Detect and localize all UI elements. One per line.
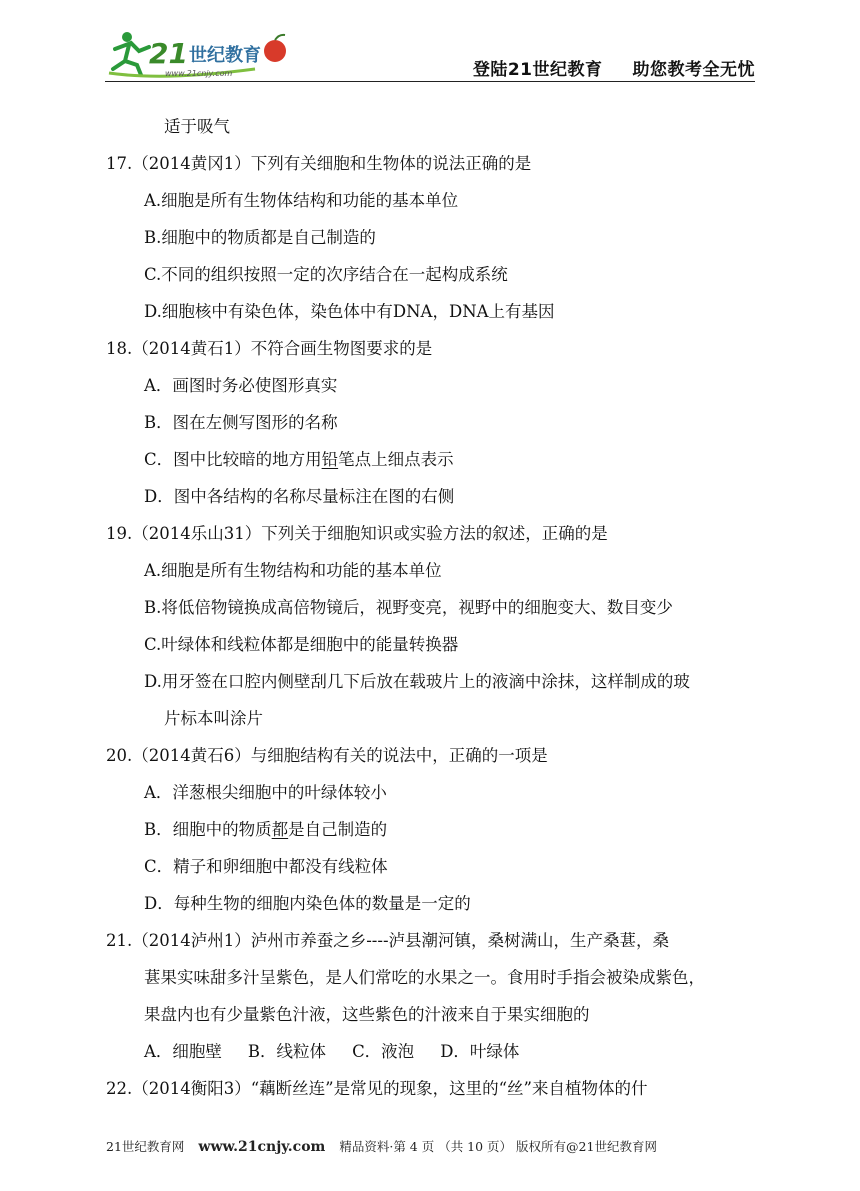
question-21-options <box>106 1033 766 1070</box>
option-20b <box>106 811 766 848</box>
option-20b-post: 是自己制造的 <box>288 820 388 839</box>
page-footer <box>106 1137 756 1155</box>
option-18d: D．图中各结构的名称尽量标注在图的右侧 <box>144 487 455 506</box>
footer-left: 21世纪教育网 <box>106 1139 185 1154</box>
footer-site-link[interactable]: www.21cnjy.com <box>198 1139 326 1155</box>
svg-text:世纪教育: 世纪教育 <box>189 45 261 66</box>
tagline-slogan: 助您教考全无忧 <box>632 60 755 80</box>
question-19: 19.（2014乐山31）下列关于细胞知识或实验方法的叙述，正确的是 <box>106 524 608 543</box>
question-20: 20.（2014黄石6）与细胞结构有关的说法中，正确的一项是 <box>106 746 548 765</box>
option-18c-post: 笔点上细点表示 <box>338 450 454 469</box>
option-17c: C.不同的组织按照一定的次序结合在一起构成系统 <box>144 265 508 284</box>
question-21-line3: 果盘内也有少量紫色汁液，这些紫色的汁液来自于果实细胞的 <box>144 1005 590 1024</box>
option-20a: A．洋葱根尖细胞中的叶绿体较小 <box>144 783 387 802</box>
continued-text: 适于吸气 <box>164 117 230 136</box>
option-18a: A．画图时务必使图形真实 <box>144 376 338 395</box>
header-tagline <box>473 55 755 80</box>
option-21c: C．液泡 <box>352 1042 415 1061</box>
svg-text:21: 21 <box>149 37 188 70</box>
footer-right: 精品资料·第 4 页 （共 10 页） 版权所有@21世纪教育网 <box>339 1139 657 1154</box>
option-20d: D．每种生物的细胞内染色体的数量是一定的 <box>144 894 471 913</box>
underlined-word: 铅 <box>321 450 339 469</box>
question-18: 18.（2014黄石1）不符合画生物图要求的是 <box>106 339 433 358</box>
option-17b: B.细胞中的物质都是自己制造的 <box>144 228 376 247</box>
underlined-word: 都 <box>271 820 289 839</box>
option-19a: A.细胞是所有生物结构和功能的基本单位 <box>144 561 442 580</box>
question-22: 22.（2014衡阳3）“藕断丝连”是常见的现象，这里的“丝”来自植物体的什 <box>106 1079 648 1098</box>
option-18b: B．图在左侧写图形的名称 <box>144 413 338 432</box>
option-20b-pre: B．细胞中的物质 <box>144 820 272 839</box>
document-body <box>106 108 766 1107</box>
option-21b: B．线粒体 <box>247 1042 327 1061</box>
option-17d: D.细胞核中有染色体，染色体中有DNA，DNA上有基因 <box>144 302 555 321</box>
site-logo <box>105 29 305 81</box>
option-21a: A．细胞壁 <box>144 1042 222 1061</box>
question-21: 21.（2014泸州1）泸州市养蚕之乡----泸县潮河镇，桑树满山，生产桑葚，桑 <box>106 931 670 950</box>
svg-text:www.21cnjy.com: www.21cnjy.com <box>165 69 233 78</box>
question-17: 17.（2014黄冈1）下列有关细胞和生物体的说法正确的是 <box>106 154 532 173</box>
option-21d: D．叶绿体 <box>440 1042 520 1061</box>
option-18c-pre: C．图中比较暗的地方用 <box>144 450 322 469</box>
question-21-line2: 葚果实味甜多汁呈紫色，是人们常吃的水果之一。食用时手指会被染成紫色， <box>144 968 705 987</box>
header-divider <box>105 81 755 82</box>
option-18c <box>106 441 766 478</box>
option-17a: A.细胞是所有生物体结构和功能的基本单位 <box>144 191 459 210</box>
option-20c: C．精子和卵细胞中都没有线粒体 <box>144 857 388 876</box>
option-19d: D.用牙签在口腔内侧壁刮几下后放在载玻片上的液滴中涂抹，这样制成的玻 <box>144 672 690 691</box>
option-19b: B.将低倍物镜换成高倍物镜后，视野变亮，视野中的细胞变大、数目变少 <box>144 598 673 617</box>
option-19d-continued: 片标本叫涂片 <box>164 709 263 728</box>
option-19c: C.叶绿体和线粒体都是细胞中的能量转换器 <box>144 635 459 654</box>
page-header <box>105 25 755 85</box>
tagline-login: 登陆21世纪教育 <box>472 60 603 80</box>
